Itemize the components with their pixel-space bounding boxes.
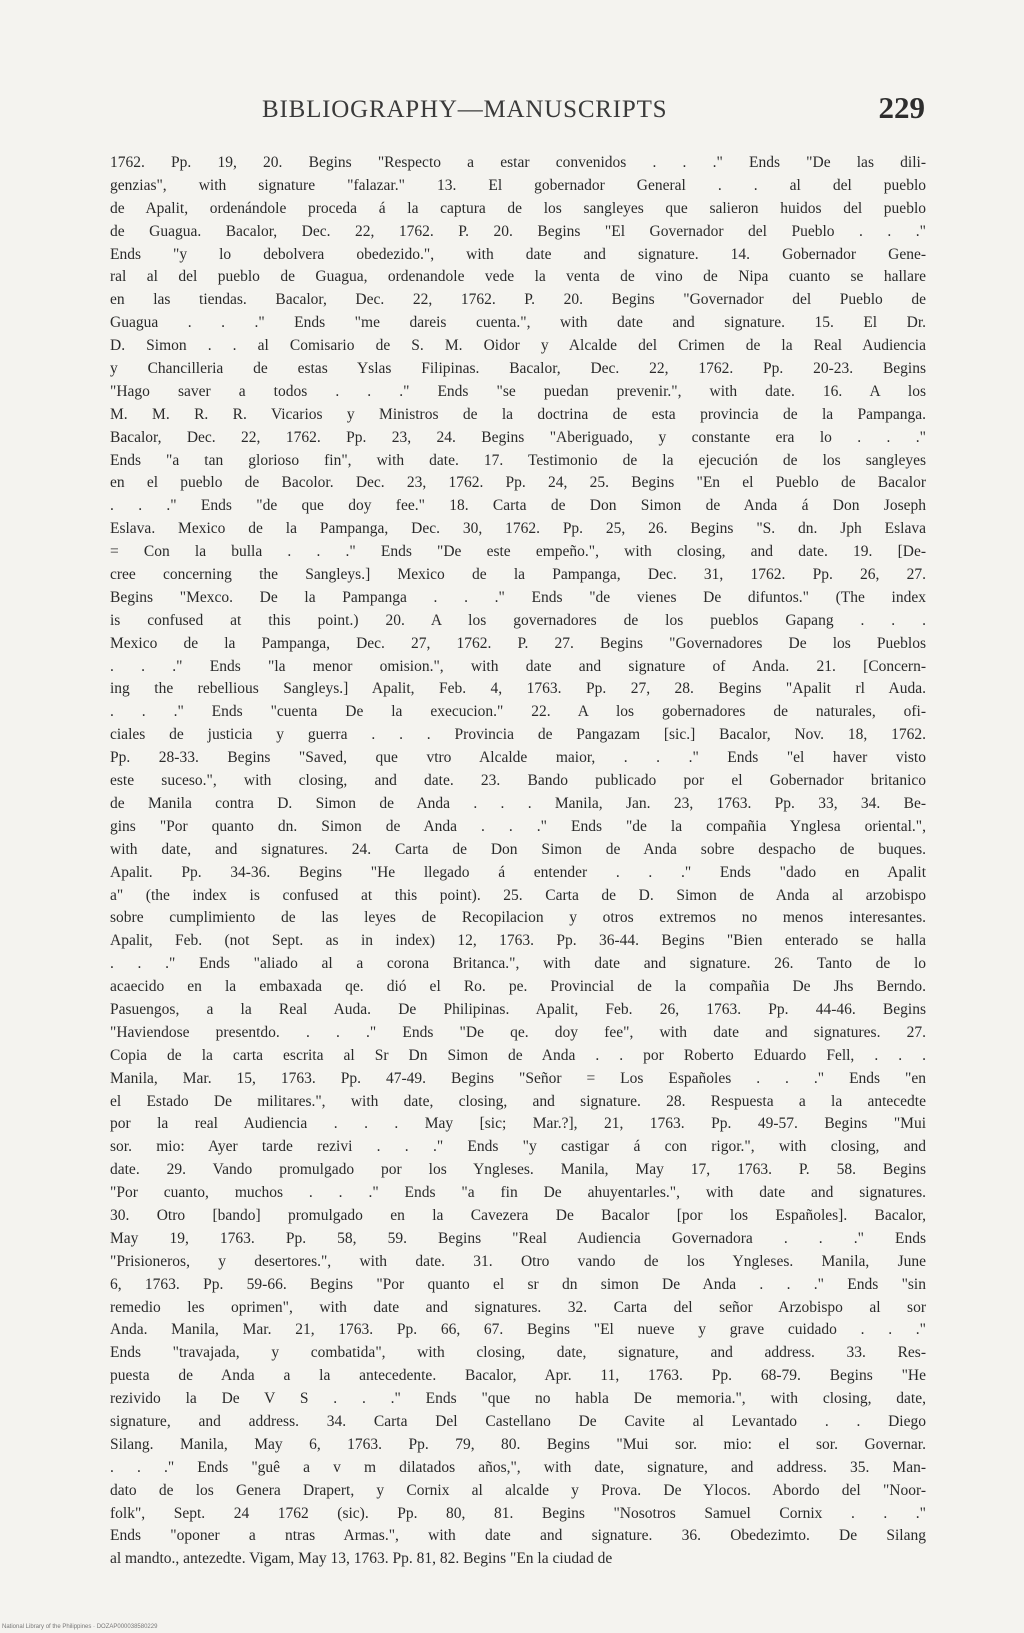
footer-credit: National Library of the Philippines · DOZAP000038580229 <box>2 1624 158 1630</box>
text-line: genzias", with signature "falazar." 13. El gobernador General . . al del pueblo <box>110 176 926 194</box>
text-line: rezivido la De V S . . ." Ends "que no habla De memoria.", with closing, date, <box>110 1390 926 1408</box>
text-line: acaecido en la embaxada qe. dió el Ro. pe. Provincial de la compañia De Jhs Berndo. <box>110 978 926 996</box>
text-line: Ends "oponer a ntras Armas.", with date and signature. 36. Obedezimto. De Silang <box>110 1527 926 1545</box>
text-line: . . ." Ends "aliado al a corona Britanca.", with date and signature. 26. Tanto de lo <box>110 955 926 973</box>
text-line: remedio les oprimen", with date and signatures. 32. Carta del señor Arzobispo al sor <box>110 1298 926 1316</box>
text-line: al mandto., antezedte. Vigam, May 13, 1763. Pp. 81, 82. Begins "En la ciudad de <box>110 1550 613 1568</box>
text-line: is confused at this point.) 20. A los governadores de los pueblos Gapang . . . <box>110 611 926 629</box>
text-line: ing the rebellious Sangleys.] Apalit, Feb. 4, 1763. Pp. 27, 28. Begins "Apalit rl Auda. <box>110 680 926 698</box>
text-line: gins "Por quanto dn. Simon de Anda . . ." Ends "de la compañia Ynglesa oriental.", <box>110 817 926 835</box>
text-line: Guagua . . ." Ends "me dareis cuenta.", with date and signature. 15. El Dr. <box>110 314 926 332</box>
text-line: Bacalor, Dec. 22, 1762. Pp. 23, 24. Begins "Aberiguado, y constante era lo . . ." <box>110 428 926 446</box>
text-line: en las tiendas. Bacalor, Dec. 22, 1762. P. 20. Begins "Governador del Pueblo de <box>110 291 926 309</box>
text-line: 6, 1763. Pp. 59-66. Begins "Por quanto el sr dn simon De Anda . . ." Ends "sin <box>110 1275 926 1293</box>
text-line: = Con la bulla . . ." Ends "De este empeño.", with closing, and date. 19. [De- <box>110 543 926 561</box>
text-line: Pp. 28-33. Begins "Saved, que vtro Alcalde maior, . . ." Ends "el haver visto <box>110 749 926 767</box>
text-line: ciales de justicia y guerra . . . Provincia de Pangazam [sic.] Bacalor, Nov. 18, 1762. <box>110 726 926 744</box>
text-line: "Hago saver a todos . . ." Ends "se puedan prevenir.", with date. 16. A los <box>110 382 926 400</box>
text-line: Manila, Mar. 15, 1763. Pp. 47-49. Begins "Señor = Los Españoles . . ." Ends "en <box>110 1069 926 1087</box>
text-line: este suceso.", with closing, and date. 23. Bando publicado por el Gobernador britanico <box>110 772 926 790</box>
text-line: Ends "a tan glorioso fin", with date. 17. Testimonio de la ejecución de los sangleyes <box>110 451 926 469</box>
text-line: de Guagua. Bacalor, Dec. 22, 1762. P. 20. Begins "El Governador del Pueblo . . ." <box>110 222 926 240</box>
text-line: . . ." Ends "la menor omision.", with date and signature of Anda. 21. [Concern- <box>110 657 926 675</box>
text-line: sobre cumplimiento de las leyes de Recopilacion y otros extremos no menos interesantes. <box>110 909 926 927</box>
text-line: de Manila contra D. Simon de Anda . . . Manila, Jan. 23, 1763. Pp. 33, 34. Be- <box>110 794 926 812</box>
text-line: 30. Otro [bando] promulgado en la Cavezera De Bacalor [por los Españoles]. Bacalor, <box>110 1206 926 1224</box>
text-line: Ends "y lo debolvera obedezido.", with date and signature. 14. Gobernador Gene- <box>110 245 926 263</box>
text-line: Ends "travajada, y combatida", with closing, date, signature, and address. 33. Res- <box>110 1344 926 1362</box>
running-head: BIBLIOGRAPHY—MANUSCRIPTS <box>262 96 668 123</box>
text-line: . . ." Ends "guê a v m dilatados años,", with date, signature, and address. 35. Man- <box>110 1458 926 1476</box>
text-line: . . ." Ends "de que doy fee." 18. Carta de Don Simon de Anda á Don Joseph <box>110 497 926 515</box>
page-number: 229 <box>878 90 925 125</box>
text-line: signature, and address. 34. Carta Del Castellano De Cavite al Levantado . . Diego <box>110 1412 926 1430</box>
text-line: 1762. Pp. 19, 20. Begins "Respecto a estar convenidos . . ." Ends "De las dili- <box>110 154 926 171</box>
page-header <box>110 92 925 132</box>
text-line: M. M. R. R. Vicarios y Ministros de la doctrina de esta provincia de la Pampanga. <box>110 405 926 423</box>
text-line: with date, and signatures. 24. Carta de Don Simon de Anda sobre despacho de buques. <box>110 840 926 858</box>
text-line: y Chancilleria de estas Yslas Filipinas. Bacalor, Dec. 22, 1762. Pp. 20-23. Begins <box>110 360 926 378</box>
text-line: Mexico de la Pampanga, Dec. 27, 1762. P. 27. Begins "Governadores De los Pueblos <box>110 634 926 652</box>
text-line: ral al del pueblo de Guagua, ordenandole vede la venta de vino de Nipa cuanto se hallare <box>110 268 926 286</box>
text-line: "Por cuanto, muchos . . ." Ends "a fin De ahuyentarles.", with date and signatures. <box>110 1184 926 1202</box>
text-line: el Estado De militares.", with date, closing, and signature. 28. Respuesta a la antecedte <box>110 1092 926 1110</box>
text-line: Copia de la carta escrita al Sr Dn Simon de Anda . . por Roberto Eduardo Fell, . . . <box>110 1046 926 1064</box>
text-line: "Haviendose presentdo. . . ." Ends "De qe. doy fee", with date and signatures. 27. <box>110 1023 926 1041</box>
text-line: Begins "Mexco. De la Pampanga . . ." Ends "de vienes De difuntos." (The index <box>110 588 926 606</box>
text-line: por la real Audiencia . . . May [sic; Mar.?], 21, 1763. Pp. 49-57. Begins "Mui <box>110 1115 926 1133</box>
text-line: Apalit, Feb. (not Sept. as in index) 12, 1763. Pp. 36-44. Begins "Bien enterado se halla <box>110 932 926 950</box>
text-line: Anda. Manila, Mar. 21, 1763. Pp. 66, 67. Begins "El nueve y grave cuidado . . ." <box>110 1321 926 1339</box>
text-line: Silang. Manila, May 6, 1763. Pp. 79, 80. Begins "Mui sor. mio: el sor. Governar. <box>110 1435 926 1453</box>
text-line: D. Simon . . al Comisario de S. M. Oidor y Alcalde del Crimen de la Real Audiencia <box>110 337 926 355</box>
text-line: "Prisioneros, y desertores.", with date. 31. Otro vando de los Yngleses. Manila, June <box>110 1252 926 1270</box>
text-line: May 19, 1763. Pp. 58, 59. Begins "Real Audiencia Governadora . . ." Ends <box>110 1229 926 1247</box>
text-line: cree concerning the Sangleys.] Mexico de la Pampanga, Dec. 31, 1762. Pp. 26, 27. <box>110 566 926 584</box>
text-line: Eslava. Mexico de la Pampanga, Dec. 30, 1762. Pp. 25, 26. Begins "S. dn. Jph Eslava <box>110 520 926 538</box>
text-line: date. 29. Vando promulgado por los Yngleses. Manila, May 17, 1763. P. 58. Begins <box>110 1161 926 1179</box>
text-line: dato de los Genera Drapert, y Cornix al alcalde y Prova. De Ylocos. Abordo del "Noor- <box>110 1481 926 1499</box>
text-line: puesta de Anda a la antecedente. Bacalor, Apr. 11, 1763. Pp. 68-79. Begins "He <box>110 1367 926 1385</box>
text-line: folk", Sept. 24 1762 (sic). Pp. 80, 81. Begins "Nosotros Samuel Cornix . . ." <box>110 1504 926 1522</box>
text-line: . . ." Ends "cuenta De la execucion." 22. A los gobernadores de naturales, ofi- <box>110 703 926 721</box>
text-line: sor. mio: Ayer tarde rezivi . . ." Ends "y castigar á con rigor.", with closing, and <box>110 1138 926 1156</box>
text-line: de Apalit, ordenándole proceda á la captura de los sangleyes que salieron huidos del pueblo <box>110 199 926 217</box>
text-line: en el pueblo de Bacolor. Dec. 23, 1762. Pp. 24, 25. Begins "En el Pueblo de Bacalor <box>110 474 926 492</box>
text-line: Pasuengos, a la Real Auda. De Philipinas. Apalit, Feb. 26, 1763. Pp. 44-46. Begins <box>110 1000 926 1018</box>
text-line: Apalit. Pp. 34-36. Begins "He llegado á entender . . ." Ends "dado en Apalit <box>110 863 926 881</box>
body-text <box>110 152 926 1571</box>
text-line: a" (the index is confused at this point). 25. Carta de D. Simon de Anda al arzobispo <box>110 886 926 904</box>
